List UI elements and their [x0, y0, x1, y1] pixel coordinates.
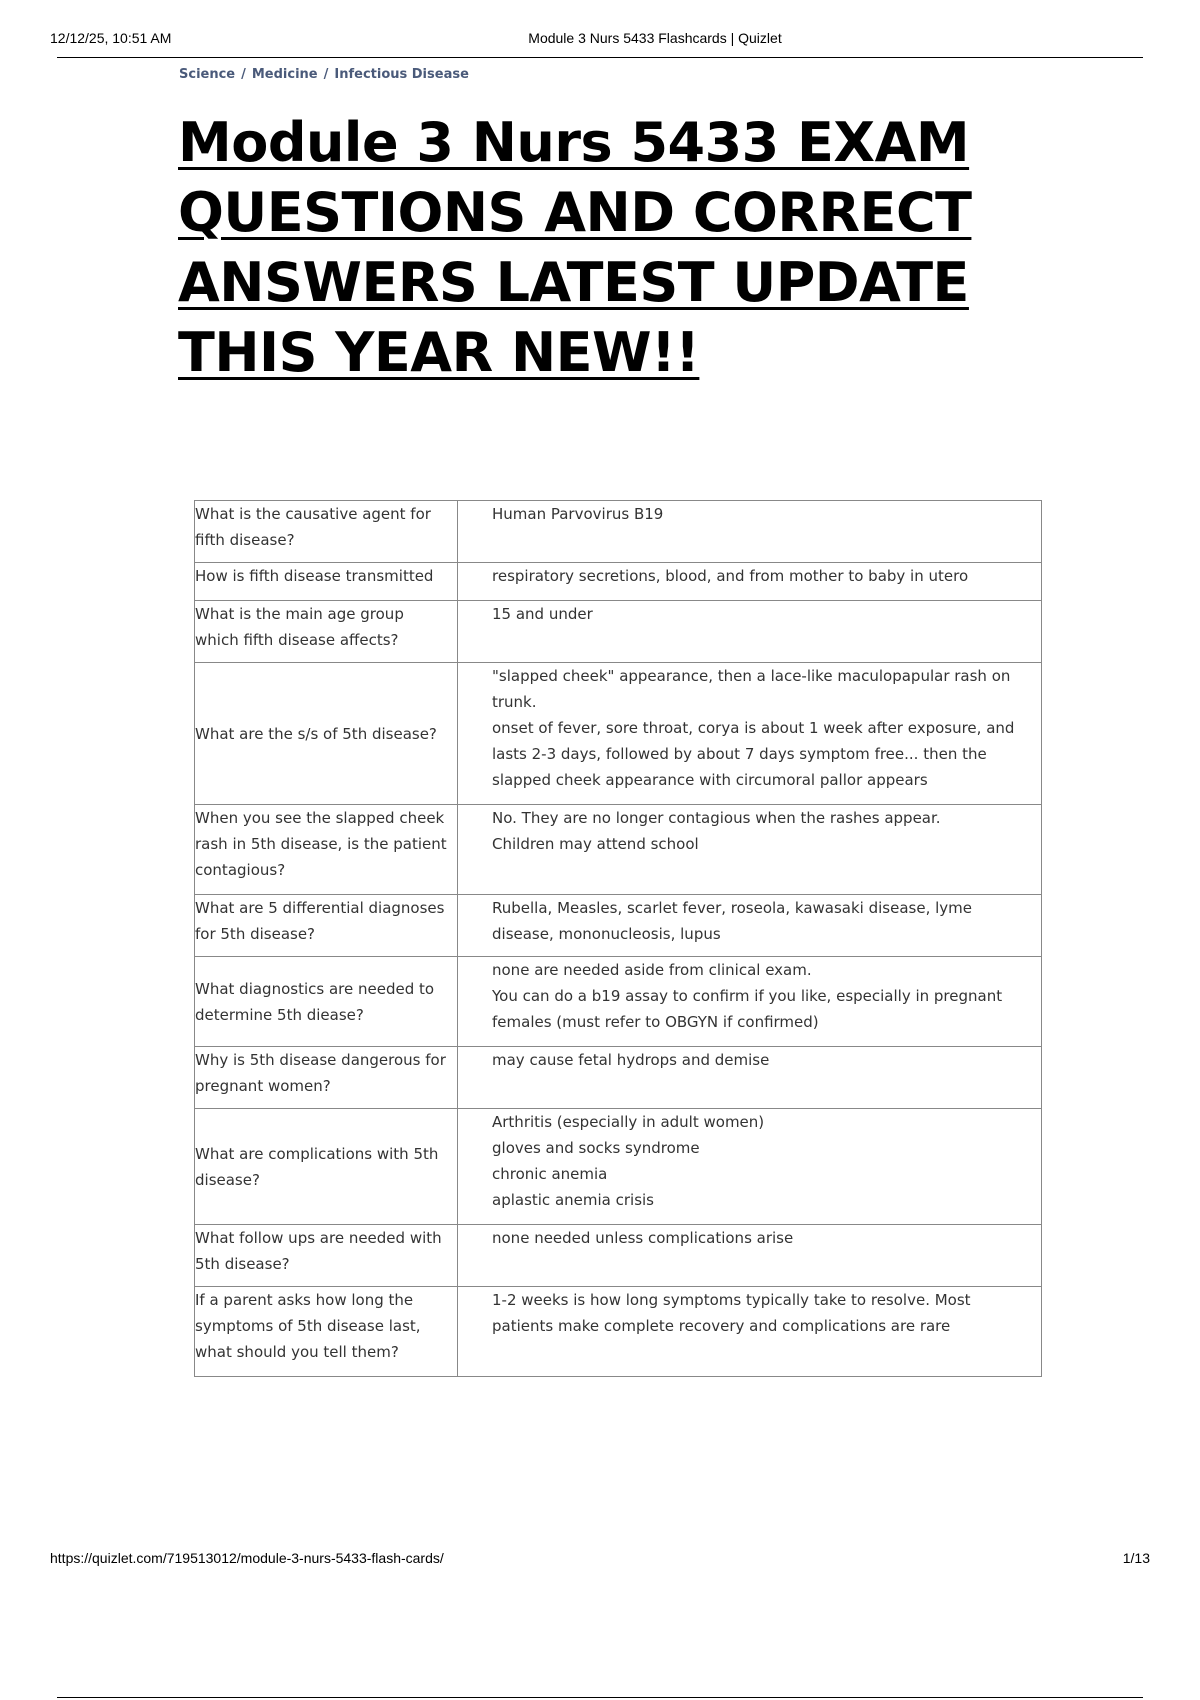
page-title: Module 3 Nurs 5433 EXAM QUESTIONS AND CORRECT ANSWERS LATEST UPDATE THIS YEAR NEW!! — [178, 111, 972, 384]
flashcard-row — [195, 663, 1042, 805]
footer-divider — [57, 1697, 1143, 1698]
flashcard-row — [195, 563, 1042, 601]
flashcard-row — [195, 1225, 1042, 1287]
definition-line: Human Parvovirus B19 — [492, 505, 664, 523]
print-page-title: Module 3 Nurs 5433 Flashcards | Quizlet — [528, 30, 782, 46]
flashcard-definition — [458, 563, 1042, 601]
definition-line: none needed unless complications arise — [492, 1229, 794, 1247]
flashcard-definition — [458, 805, 1042, 895]
definition-line: chronic anemia — [492, 1165, 608, 1183]
page-url: https://quizlet.com/719513012/module-3-nurs-5433-flash-cards/ — [50, 1550, 444, 1566]
breadcrumb-separator: / — [323, 67, 329, 82]
header-divider — [57, 57, 1143, 58]
breadcrumb-item-science[interactable]: Science — [179, 67, 236, 82]
flashcard-row — [195, 1047, 1042, 1109]
flashcard-term: When you see the slapped cheek rash in 5th disease, is the patient contagious? — [195, 805, 458, 895]
definition-line: may cause fetal hydrops and demise — [492, 1051, 770, 1069]
flashcard-term: What are the s/s of 5th disease? — [195, 663, 458, 805]
flashcard-term: If a parent asks how long the symptoms of 5th disease last, what should you tell them? — [195, 1287, 458, 1377]
flashcard-term: What follow ups are needed with 5th disease? — [195, 1225, 458, 1287]
definition-line: Arthritis (especially in adult women) — [492, 1113, 765, 1131]
definition-line: aplastic anemia crisis — [492, 1191, 654, 1209]
flashcard-definition — [458, 601, 1042, 663]
flashcard-row — [195, 601, 1042, 663]
flashcard-definition — [458, 957, 1042, 1047]
definition-line: none are needed aside from clinical exam. — [492, 961, 812, 979]
breadcrumb-item-medicine[interactable]: Medicine — [251, 67, 318, 82]
flashcard-list — [195, 501, 1042, 1377]
flashcard-term: What is the main age group which fifth disease affects? — [195, 601, 458, 663]
flashcard-row — [195, 895, 1042, 957]
flashcard-definition — [458, 1109, 1042, 1225]
definition-line: You can do a b19 assay to confirm if you like, especially in pregnant females (must refer to OBGYN if confirmed) — [492, 987, 1003, 1031]
flashcard-definition — [458, 1047, 1042, 1109]
definition-line: 1-2 weeks is how long symptoms typically take to resolve. Most patients make complete recovery and complications are rare — [492, 1291, 971, 1335]
flashcard-term: What diagnostics are needed to determine 5th diease? — [195, 957, 458, 1047]
definition-line: respiratory secretions, blood, and from mother to baby in utero — [492, 567, 969, 585]
flashcard-row — [195, 957, 1042, 1047]
flashcard-definition — [458, 1287, 1042, 1377]
flashcard-definition — [458, 895, 1042, 957]
flashcard-row — [195, 805, 1042, 895]
definition-line: 15 and under — [492, 605, 593, 623]
definition-line: "slapped cheek" appearance, then a lace-like maculopapular rash on trunk. — [492, 667, 1011, 711]
flashcard-row — [195, 1109, 1042, 1225]
flashcard-definition — [458, 663, 1042, 805]
flashcard-term: What are complications with 5th disease? — [195, 1109, 458, 1225]
flashcard-definition — [458, 501, 1042, 563]
definition-line: No. They are no longer contagious when the rashes appear. — [492, 809, 941, 827]
definition-line: Rubella, Measles, scarlet fever, roseola, kawasaki disease, lyme disease, mononucleosis, lupus — [492, 899, 972, 943]
print-header — [50, 30, 1150, 50]
breadcrumb-item-infectious-disease[interactable]: Infectious Disease — [334, 67, 469, 82]
definition-line: Children may attend school — [492, 835, 699, 853]
breadcrumb — [179, 67, 469, 82]
flashcard-term: Why is 5th disease dangerous for pregnant women? — [195, 1047, 458, 1109]
flashcard-definition — [458, 1225, 1042, 1287]
flashcard-term: How is fifth disease transmitted — [195, 563, 458, 601]
definition-line: gloves and socks syndrome — [492, 1139, 700, 1157]
flashcard-table — [194, 500, 1042, 1377]
breadcrumb-separator: / — [241, 67, 246, 82]
print-date: 12/12/25, 10:51 AM — [50, 30, 172, 46]
flashcard-row — [195, 1287, 1042, 1377]
flashcard-term: What is the causative agent for fifth disease? — [195, 501, 458, 563]
definition-line: onset of fever, sore throat, corya is about 1 week after exposure, and lasts 2-3 days, followed by about 7 days symptom free... then the slapped cheek appearance with circumoral pallor appears — [492, 719, 1015, 789]
flashcard-row — [195, 501, 1042, 563]
page-number: 1/13 — [1122, 1550, 1150, 1566]
flashcard-term: What are 5 differential diagnoses for 5th disease? — [195, 895, 458, 957]
